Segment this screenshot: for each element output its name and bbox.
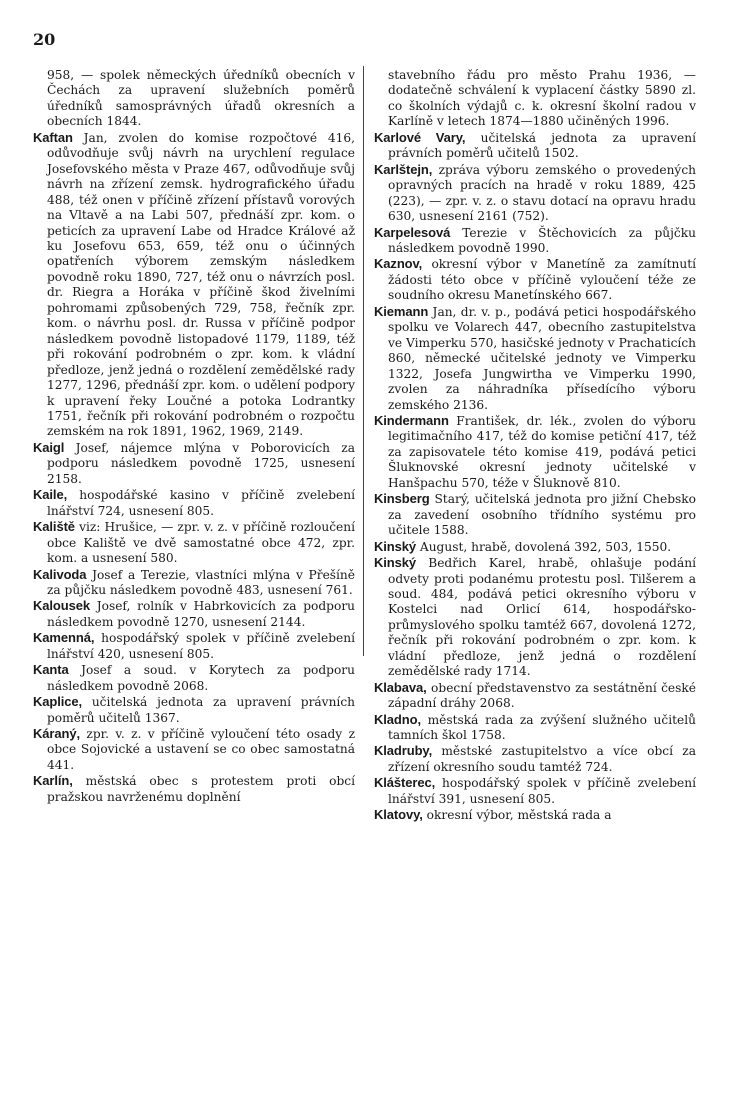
entry-text: okresní výbor, městská rada a [422, 808, 612, 823]
index-entry [33, 662, 355, 694]
index-entry [33, 130, 355, 440]
index-entry [33, 440, 355, 487]
entry-text: obecní představenstvo za sestátnění české západní dráhy 2068. [388, 680, 696, 711]
entry-heading: Klášterec, [374, 775, 436, 791]
entry-heading: Kanta [33, 662, 69, 678]
entry-text: Josef a soud. v Korytech za podporu následkem povodně 2068. [47, 663, 355, 693]
entry-heading: Karpelesová [374, 224, 451, 240]
entry-heading: Kaigl [33, 439, 65, 455]
entry-heading: Kinský [374, 538, 417, 554]
index-entry [374, 775, 696, 807]
index-entry [33, 630, 355, 662]
entry-heading: Kiemann [374, 303, 429, 319]
index-entry [374, 712, 696, 744]
entry-heading: Karlštejn, [374, 161, 433, 177]
entry-heading: Klabava, [374, 679, 427, 695]
entry-text: Jan, dr. v. p., podává petici hospodářského spolku ve Volarech 447, obecního zastupitelstva ve Vimperku 570, hasičské jednoty v Prachaticích 860, německé učitelské jednoty ve Vimperku 1322, Josefa Jungwirtha ve Vimperku 1990, zvolen za náhradníka přísedícího výboru zemského 2136. [388, 304, 696, 412]
entry-text: okresní výbor v Manetíně za zamítnutí žádosti této obce v příčině vyloučení téže ze soudního okresu Manetínského 667. [388, 257, 696, 303]
entry-text: učitelská jednota za upravení právních poměrů učitelů 1502. [388, 130, 696, 161]
entry-text: František, dr. lék., zvolen do výboru legitimačního 417, též do komise petiční 417, též za zapisovatele této komise 419, podává petici Šluknovské okresní jednoty učitelské v Hanšpachu 570, téže v Šluknově 810. [388, 413, 696, 490]
entry-heading: Kaliště [33, 519, 75, 535]
entry-text: 958, — spolek německých úředníků obecních v Čechách za upravení služebních poměrů úředníků samosprávných úřadů okresních a obecních 1844. [47, 68, 355, 129]
entry-heading: Káraný, [33, 726, 80, 742]
index-entry [33, 598, 355, 630]
entry-heading: Kaile, [33, 487, 68, 503]
index-entry [374, 491, 696, 538]
index-entry [374, 413, 696, 491]
right-column [374, 68, 696, 824]
entry-text: učitelská jednota za upravení právních poměrů učitelů 1367. [47, 695, 355, 725]
entry-text: městské zastupitelstvo a více obcí za zřízení okresního soudu tamtéž 724. [388, 744, 696, 774]
index-entry [33, 726, 355, 773]
entry-heading: Kalousek [33, 598, 91, 614]
index-entry [33, 68, 355, 130]
index-entry [374, 68, 696, 130]
entry-text: Jan, zvolen do komise rozpočtové 416, odůvodňuje svůj návrh na urychlení regulace Josefovského města v Praze 467, odůvodňuje svůj návrh na zřízení zemsk. hydrografického úřadu 488, též onen v příčině zřízení přístavů vorových na Vltavě a na Labi 507, přednáší zpr. kom. o peticích za upravení Labe od Hradce Králové až ku Josefovu 653, 659, též onu o účinných opatřeních výborem zemským následkem povodně roku 1890, 727, též onu o návrzích posl. dr. Riegra a Horáka v příčině škod živelními pohromami způsobených 729, 758, řečník zpr. kom. o návrhu posl. dr. Russa v příčině podpor následkem povodně listopadové 1179, 1189, též při rokování podrobném o zpr. kom. k vládní předloze, jenž jedná o rozdělení zemědělské rady 1277, 1296, přednáší zpr. kom. o udělení podpory k upravení řeky Loučné a potoka Lodrantky 1751, řečník při rokování podrobném o rozpočtu zemském na rok 1891, 1962, 1969, 2149. [47, 130, 355, 439]
left-column [33, 68, 355, 805]
entry-heading: Kladno, [374, 711, 421, 727]
entry-text: Josef, nájemce mlýna v Poborovicích za podporu následkem povodně 1725, usnesení 2158. [47, 440, 355, 486]
entry-text: Josef, rolník v Habrkovicích za podporu následkem povodně 1270, usnesení 2144. [47, 599, 355, 629]
entry-heading: Kaznov, [374, 256, 423, 272]
column-divider [363, 66, 364, 656]
index-entry [374, 162, 696, 225]
entry-text: hospodářský spolek v příčině zvelebení lnářství 391, usnesení 805. [388, 776, 696, 806]
entry-heading: Kindermann [374, 412, 449, 428]
entry-heading: Klatovy, [374, 807, 423, 823]
entry-text: Bedřich Karel, hrabě, ohlašuje podání odvety proti podanému protestu posl. Tilšerem a soud. 484, podává petici okresního výboru v Kostelci nad Orlicí 614, hospodářsko-průmyslového spolku tamtéž 667, dovolená 1272, řečník při rokování podrobném o zpr. kom. k vládní předloze, jenž jedná o rozdělení zemědělské rady 1714. [388, 556, 696, 679]
entry-heading: Kamenná, [33, 630, 95, 646]
index-entry [33, 487, 355, 519]
index-entry [374, 130, 696, 162]
index-entry [374, 680, 696, 712]
entry-text: August, hrabě, dovolená 392, 503, 1550. [416, 539, 672, 554]
entry-text: zpráva výboru zemského o provedených opravných pracích na hradě v roku 1889, 425 (223), — zpr. v. z. o stavu dotací na opravu hradu 630, usnesení 2161 (752). [388, 162, 696, 224]
entry-text: Terezie v Štěchovicích za půjčku následkem povodně 1990. [388, 225, 696, 255]
entry-heading: Kladruby, [374, 743, 433, 759]
entry-text: Starý, učitelská jednota pro jižní Chebsko za zavedení osobního třídního systému pro učitele 1588. [388, 492, 696, 538]
index-entry [33, 519, 355, 566]
page-number: 20 [33, 30, 56, 49]
index-entry [374, 256, 696, 303]
entry-heading: Kinsberg [374, 491, 430, 507]
entry-text: Josef a Terezie, vlastníci mlýna v Přešíně za půjčku následkem povodně 483, usnesení 761. [47, 567, 355, 597]
index-entry [33, 694, 355, 726]
entry-heading: Kaplice, [33, 694, 83, 710]
index-entry [374, 539, 696, 555]
entry-text: hospodářský spolek v příčině zvelebení lnářství 420, usnesení 805. [47, 631, 355, 661]
entry-heading: Karlín, [33, 773, 73, 789]
index-entry [374, 743, 696, 775]
index-entry [374, 225, 696, 257]
entry-text: viz: Hrušice, — zpr. v. z. v příčině rozloučení obce Kaliště ve dvě samostatné obce 472, zpr. kom. a usnesení 580. [47, 520, 355, 566]
entry-heading: Kaftan [33, 129, 73, 145]
index-entry [374, 807, 696, 823]
index-entry [33, 773, 355, 805]
entry-heading: Karlové Vary, [374, 129, 466, 145]
entry-heading: Kalivoda [33, 566, 87, 582]
entry-heading: Kinský [374, 555, 417, 571]
index-entry [374, 304, 696, 413]
entry-text: městská obec s protestem proti obcí pražskou navrženému doplnění [47, 774, 355, 804]
index-entry [33, 567, 355, 599]
index-entry [374, 555, 696, 680]
entry-text: stavebního řádu pro město Prahu 1936, — dodatečně schválení k vyplacení částky 5890 zl. co školních výdajů c. k. okresní školní radou v Karlíně v letech 1874—1880 učiněných 1996. [388, 68, 696, 129]
entry-text: zpr. v. z. v příčině vyloučení této osady z obce Sojovické a ustavení se co obec samostatná 441. [47, 727, 355, 772]
entry-text: městská rada za zvýšení služného učitelů tamních škol 1758. [388, 712, 696, 743]
entry-text: hospodářské kasino v příčině zvelebení lnářství 724, usnesení 805. [47, 488, 355, 518]
